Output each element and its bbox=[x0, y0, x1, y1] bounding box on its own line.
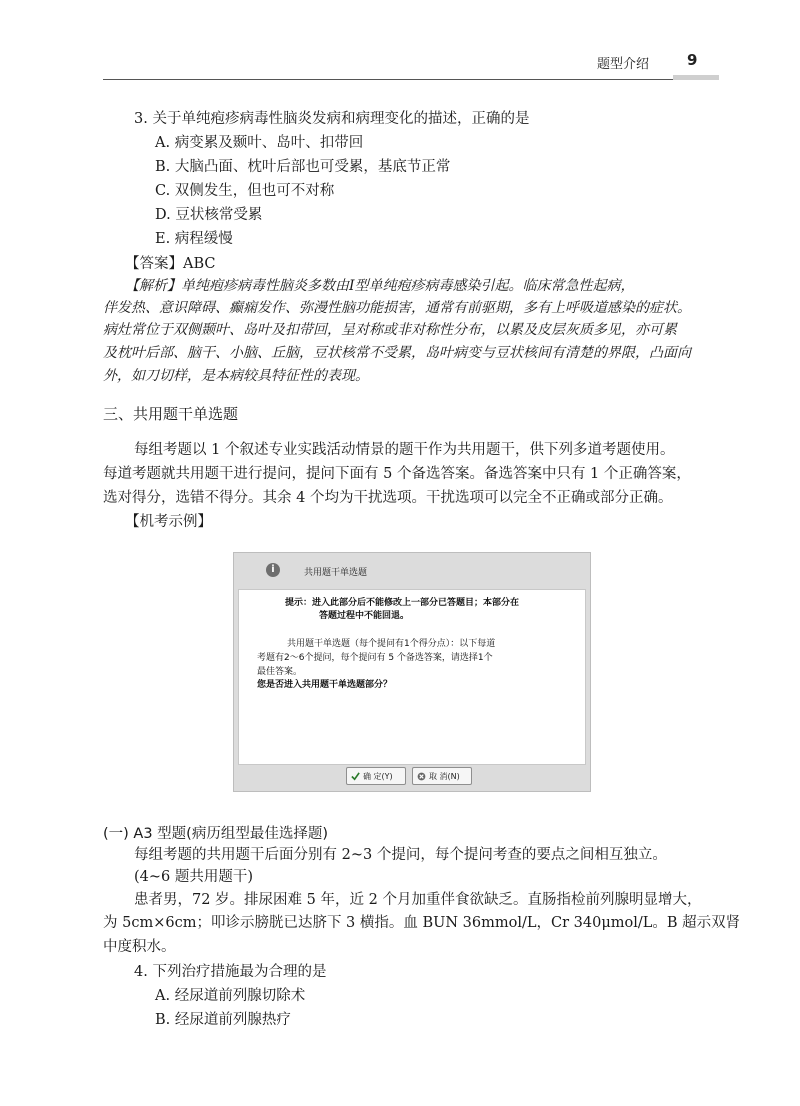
dialog-question: 您是否进入共用题干单选题部分？ bbox=[257, 680, 393, 690]
section-intro-line: 每组考题以 1 个叙述专业实践活动情景的题干作为共用题干，供下列多道考题使用。 bbox=[134, 442, 675, 458]
question-group-label: (4~6 题共用题干) bbox=[134, 869, 254, 885]
cancel-button[interactable] bbox=[412, 767, 472, 785]
question-3-stem: 3. 关于单纯疱疹病毒性脑炎发病和病理变化的描述，正确的是 bbox=[134, 111, 530, 127]
case-line: 为 5cm×6cm；叩诊示膀胱已达脐下 3 横指。血 BUN 36mmol/L，Cr 340μmol/L。B 超示双肾 bbox=[103, 915, 741, 931]
header-tab bbox=[673, 75, 719, 80]
cancel-icon bbox=[417, 772, 426, 781]
dialog-notice-line: 提示：进入此部分后不能修改上一部分已答题目；本部分在 bbox=[285, 598, 520, 608]
section-intro-line: 选对得分，选错不得分。其余 4 个均为干扰选项。干扰选项可以完全不正确或部分正确。 bbox=[103, 490, 673, 506]
dialog-body-line: 共用题干单选题（每个提问有1个得分点）：以下每道 bbox=[287, 639, 496, 649]
question-3-option-a: A. 病变累及颞叶、岛叶、扣带回 bbox=[155, 135, 364, 151]
question-3-analysis-line: 伴发热、意识障碍、癫痫发作、弥漫性脑功能损害，通常有前驱期，多有上呼吸道感染的症状。 bbox=[103, 300, 691, 316]
question-3-option-b: B. 大脑凸面、枕叶后部也可受累，基底节正常 bbox=[155, 159, 451, 175]
question-3-answer: 【答案】ABC bbox=[125, 256, 216, 272]
page-number: 9 bbox=[687, 51, 698, 69]
question-3-analysis-line: 外，如刀切样，是本病较具特征性的表现。 bbox=[103, 368, 369, 384]
section-title: 三、共用题干单选题 bbox=[103, 405, 239, 423]
question-3-option-c: C. 双侧发生，但也可不对称 bbox=[155, 183, 335, 199]
subsection-title: (一) A3 型题(病历组型最佳选择题) bbox=[103, 826, 328, 842]
question-3-analysis-line: 及枕叶后部、脑干、小脑、丘脑，豆状核常不受累，岛叶病变与豆状核间有清楚的界限，凸面向 bbox=[103, 345, 691, 361]
dialog-notice-line: 答题过程中不能回退。 bbox=[319, 611, 410, 621]
question-4-option-b: B. 经尿道前列腺热疗 bbox=[155, 1012, 291, 1028]
header-rule bbox=[103, 79, 673, 80]
dialog-body-line: 考题有2～6个提问，每个提问有 5 个备选答案，请选择1个 bbox=[257, 653, 493, 663]
dialog-body bbox=[238, 589, 586, 765]
question-3-option-d: D. 豆状核常受累 bbox=[155, 207, 263, 223]
info-icon: i bbox=[266, 563, 280, 577]
confirm-button-label: 确 定(Y) bbox=[363, 772, 393, 781]
confirm-button[interactable] bbox=[346, 767, 406, 785]
running-header-section: 题型介绍 bbox=[597, 57, 650, 72]
case-line: 患者男，72 岁。排尿困难 5 年，近 2 个月加重伴食欲缺乏。直肠指检前列腺明显增大， bbox=[134, 892, 702, 908]
dialog-body-line: 最佳答案。 bbox=[257, 667, 303, 677]
subsection-description: 每组考题的共用题干后面分别有 2~3 个提问，每个提问考查的要点之间相互独立。 bbox=[134, 847, 667, 863]
exam-dialog bbox=[233, 552, 591, 792]
question-4-option-a: A. 经尿道前列腺切除术 bbox=[155, 988, 306, 1004]
question-3-option-e: E. 病程缓慢 bbox=[155, 231, 233, 247]
example-label: 【机考示例】 bbox=[125, 514, 212, 530]
case-line: 中度积水。 bbox=[103, 939, 176, 955]
dialog-title: 共用题干单选题 bbox=[304, 568, 368, 578]
question-3-analysis-line: 【解析】单纯疱疹病毒性脑炎多数由Ⅰ型单纯疱疹病毒感染引起。临床常急性起病， bbox=[125, 278, 635, 294]
question-4-stem: 4. 下列治疗措施最为合理的是 bbox=[134, 964, 327, 980]
cancel-button-label: 取 消(N) bbox=[429, 772, 460, 781]
check-icon bbox=[351, 772, 360, 781]
question-3-analysis-line: 病灶常位于双侧颞叶、岛叶及扣带回，呈对称或非对称性分布，以累及皮层灰质多见，亦可累 bbox=[103, 322, 677, 338]
section-intro-line: 每道考题就共用题干进行提问，提问下面有 5 个备选答案。备选答案中只有 1 个正确答案， bbox=[103, 466, 691, 482]
